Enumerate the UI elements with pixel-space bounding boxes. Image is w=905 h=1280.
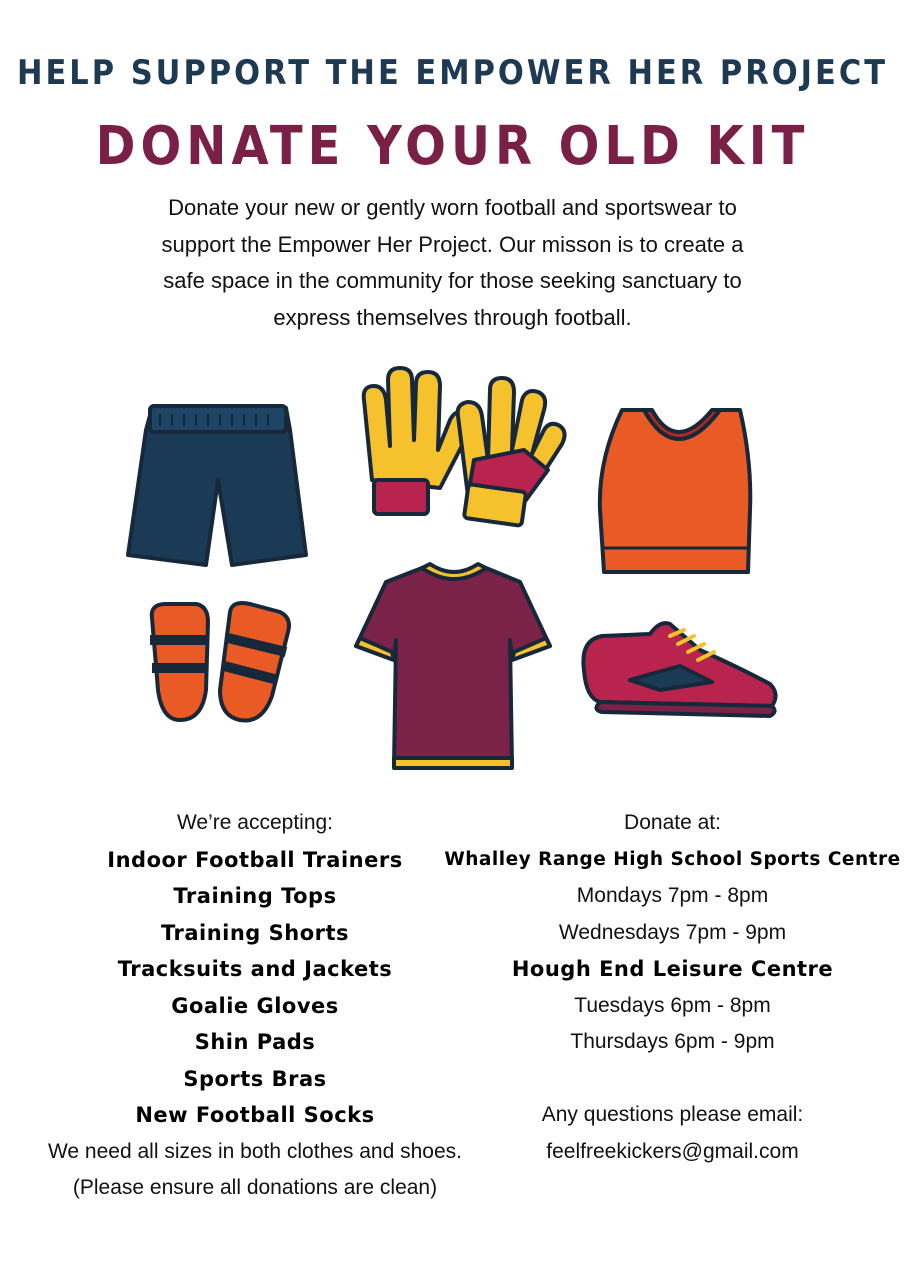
accepting-item: Goalie Gloves — [171, 993, 339, 1018]
donate-heading: Donate at: — [624, 811, 721, 834]
location-time: Tuesdays 6pm - 8pm — [574, 993, 771, 1017]
accepting-heading: We’re accepting: — [176, 811, 334, 834]
intro-text — [150, 190, 755, 336]
accepting-item: Tracksuits and Jackets — [117, 957, 393, 981]
football-boot-icon — [583, 623, 775, 716]
accepting-item: Training Tops — [173, 884, 337, 908]
location-time: Wednesdays 7pm - 9pm — [558, 920, 787, 944]
accepting-item: Indoor Football Trainers — [107, 847, 403, 872]
location-time: Thursdays 6pm - 9pm — [570, 1030, 775, 1053]
accepting-item: Training Shorts — [160, 920, 350, 945]
clean-note: (Please ensure all donations are clean) — [72, 1176, 438, 1199]
accepting-item: Sports Bras — [183, 1066, 327, 1091]
questions-label: Any questions please email: — [541, 1103, 804, 1126]
donate-section — [440, 805, 905, 1170]
accepting-item: Shin Pads — [194, 1030, 316, 1054]
accepting-section — [20, 805, 490, 1207]
goalkeeper-gloves-icon — [364, 368, 565, 526]
location-time: Mondays 7pm - 8pm — [576, 884, 769, 907]
page-subtitle: DONATE YOUR OLD KIT — [95, 114, 810, 178]
shorts-icon — [128, 406, 306, 565]
page-title: HELP SUPPORT THE EMPOWER HER PROJECT — [16, 53, 889, 94]
sports-bra-icon — [600, 410, 750, 572]
accepting-item: New Football Socks — [135, 1103, 375, 1127]
kit-illustrations — [0, 350, 905, 790]
contact-email[interactable]: feelfreekickers@gmail.com — [546, 1139, 799, 1163]
location-name: Whalley Range High School Sports Centre — [444, 848, 901, 870]
intro-line: safe space in the community for those seeking sanctuary to — [163, 268, 742, 293]
sizes-note: We need all sizes in both clothes and shoes. — [47, 1139, 463, 1163]
shin-pads-icon — [150, 603, 289, 721]
spacer — [440, 1061, 905, 1098]
intro-line: express themselves through football. — [273, 304, 632, 330]
location-name: Hough End Leisure Centre — [511, 957, 834, 981]
intro-line: Donate your new or gently worn football and sportswear to — [168, 195, 737, 220]
intro-line: support the Empower Her Project. Our misson is to create a — [161, 231, 744, 257]
tshirt-icon — [356, 564, 550, 768]
